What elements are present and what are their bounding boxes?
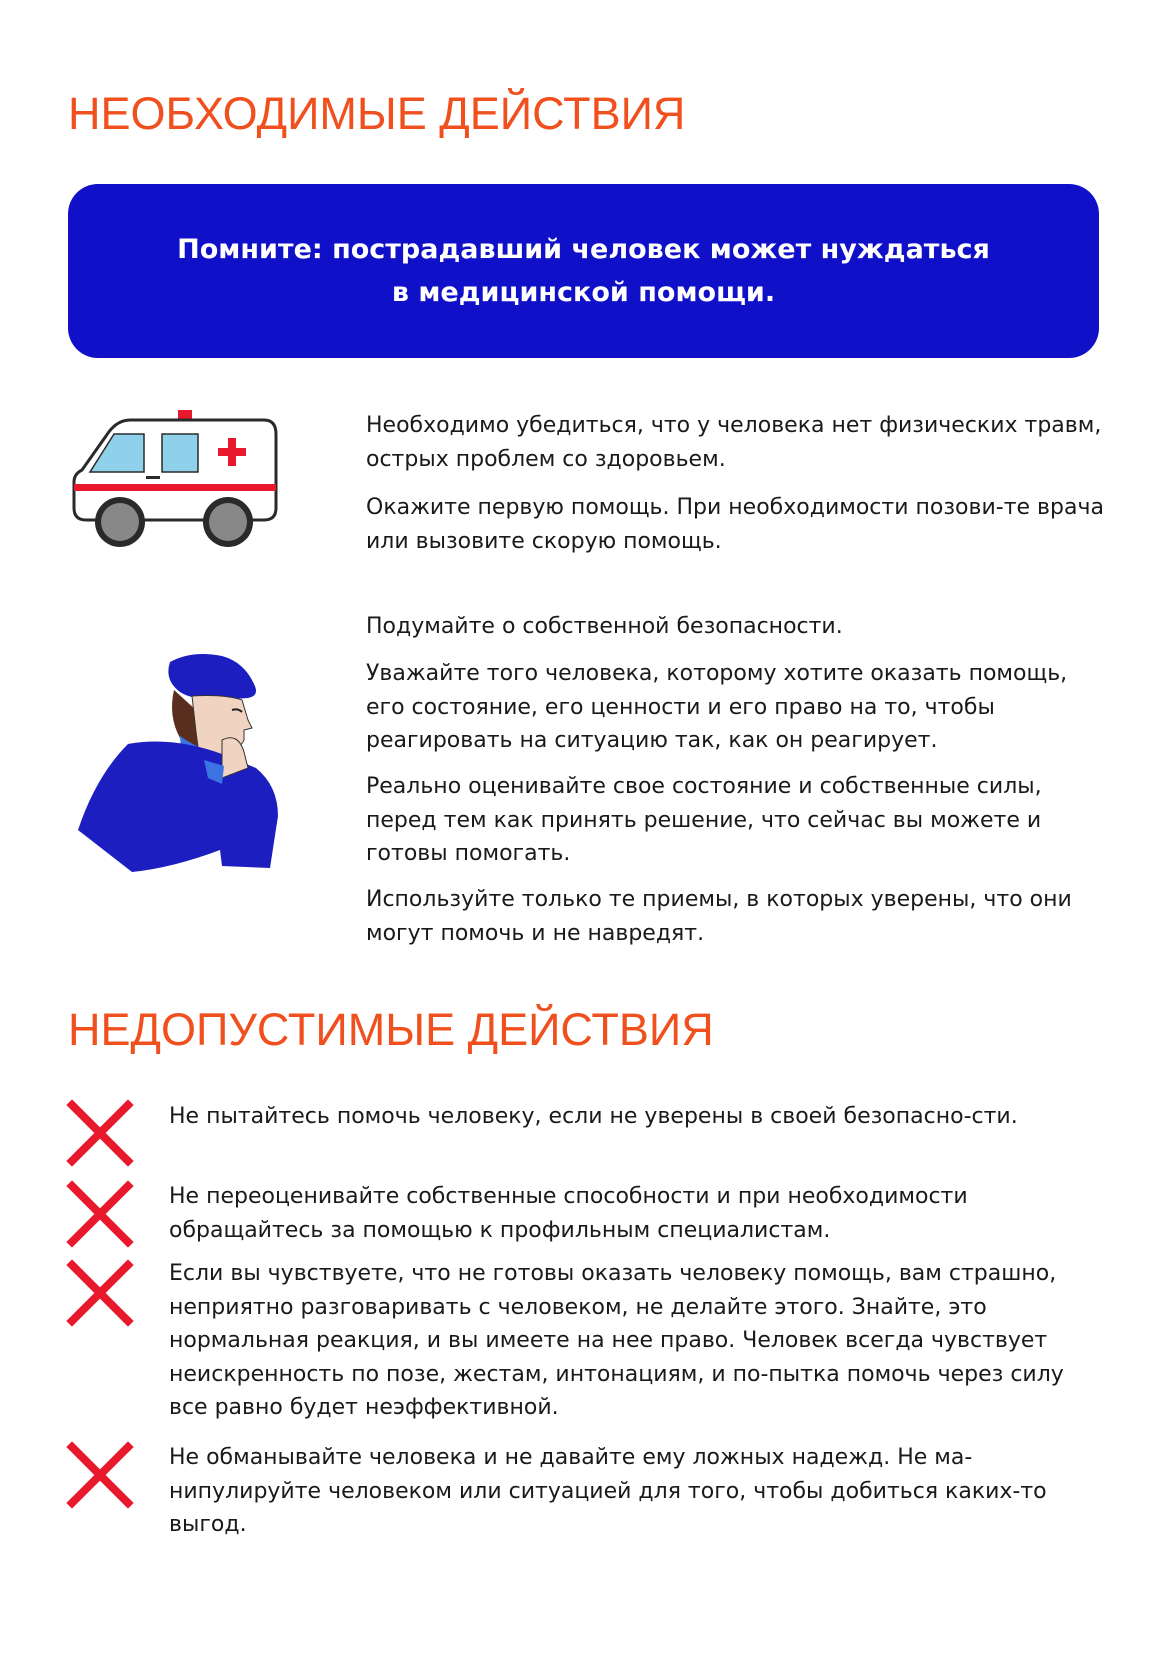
red-cross-icon <box>66 1099 134 1167</box>
paragraph-respect: Уважайте того человека, которому хотите оказать помощь, его состояние, его ценности и его право на то, чтобы реагировать на ситуацию так, как он реагирует. <box>366 661 1068 753</box>
list-item-overestimate: Не переоценивайте собственные способности и при необходимости обращайтесь за помощью к профильным специалистам. <box>169 1184 968 1243</box>
section-title-necessary: НЕОБХОДИМЫЕ ДЕЙСТВИЯ <box>68 88 686 139</box>
red-cross-icon <box>66 1441 134 1509</box>
paragraph-own-safety: Подумайте о собственной безопасности. <box>366 614 843 639</box>
red-cross-icon <box>66 1259 134 1327</box>
list-item-unsafe-help: Не пытайтесь помочь человеку, если не уверены в своей безопасно-сти. <box>169 1104 1018 1129</box>
paragraph-check-injuries: Необходимо убедиться, что у человека нет физических травм, острых проблем со здоровьем. <box>366 413 1102 472</box>
ambulance-icon <box>68 404 288 564</box>
list-item-not-ready: Если вы чувствуете, что не готовы оказать человеку помощь, вам страшно, неприятно разговаривать с человеком, не делайте этого. Знайте, это нормальная реакция, и вы имеете на нее право. Человек всегда чувствует неискренность по позе, жестам, интонациям, и по-пытка помочь через силу все равно будет неэффективной. <box>169 1261 1064 1420</box>
woman-thinking-icon <box>72 636 292 886</box>
banner-line-2: в медицинской помощи. <box>391 277 776 308</box>
paragraph-use-methods: Используйте только те приемы, в которых уверены, что они могут помочь и не навредят. <box>366 887 1072 946</box>
section-title-unacceptable: НЕДОПУСТИМЫЕ ДЕЙСТВИЯ <box>68 1004 714 1055</box>
paragraph-assess-state: Реально оценивайте свое состояние и собственные силы, перед тем как принять решение, что сейчас вы можете и готовы помогать. <box>366 774 1042 866</box>
red-cross-icon <box>66 1180 134 1248</box>
list-item-no-deception: Не обманывайте человека и не давайте ему ложных надежд. Не ма-нипулируйте человеком или ситуацией для того, чтобы добиться каких-то выгод. <box>169 1445 1047 1537</box>
banner-line-1: Помните: пострадавший человек может нуждаться <box>177 234 990 265</box>
banner-text <box>134 228 1034 314</box>
paragraph-first-aid: Окажите первую помощь. При необходимости позови-те врача или вызовите скорую помощь. <box>366 495 1104 554</box>
reminder-banner <box>68 184 1099 358</box>
